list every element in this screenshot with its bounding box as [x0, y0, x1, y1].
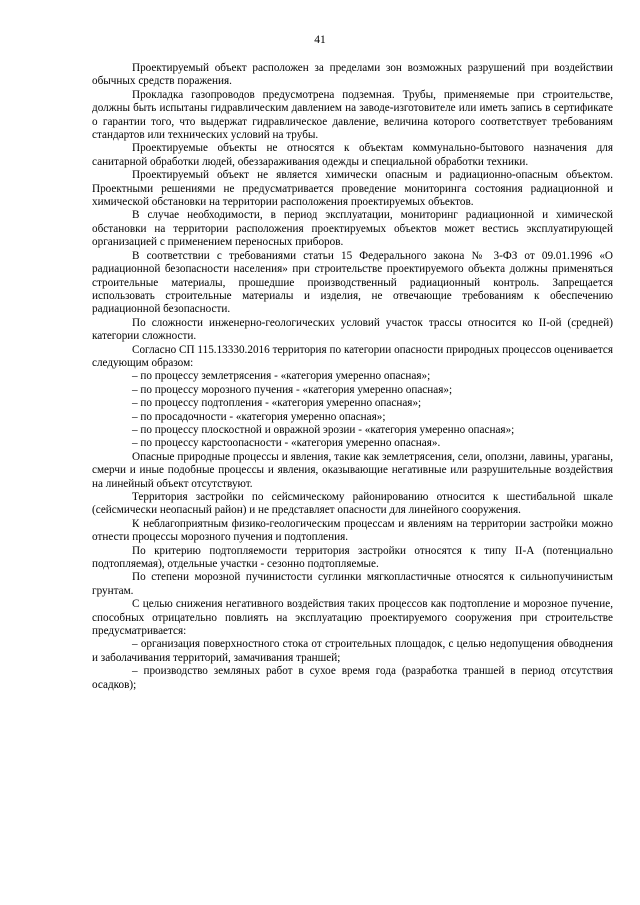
paragraph: Опасные природные процессы и явления, такие как землетрясения, сели, оползни, лавины, ураганы, смерчи и иные подобные процессы и явления, оказывающие негативные или разрушительные воздействия на линейный объект отсутствуют. [92, 450, 613, 490]
paragraph: По сложности инженерно-геологических условий участок трассы относится ко II-ой (средней) категории сложности. [92, 316, 613, 343]
paragraph: По критерию подтопляемости территория застройки относятся к типу II-А (потенциально подтопляемая), отдельные участки - сезонно подтопляемые. [92, 544, 613, 571]
paragraph: С целью снижения негативного воздействия таких процессов как подтопление и морозное пучение, способных отрицательно повлиять на эксплуатацию проектируемого сооружения при строительстве предусматривается: [92, 598, 613, 638]
list-item: – по процессу подтопления - «категория умеренно опасная»; [132, 397, 422, 410]
list-item: – по процессу карстоопасности - «категория умеренно опасная». [132, 437, 441, 450]
list-item: – по процессу морозного пучения - «категория умеренно опасная»; [132, 383, 453, 396]
paragraph: По степени морозной пучинистости суглинки мягкопластичные относятся к сильнопучинистым грунтам. [92, 571, 613, 597]
list-item: – организация поверхностного стока от строительных площадок, с целью недопущения обводнения и заболачивания территорий, замачивания траншей; [92, 638, 613, 664]
paragraph: К неблагоприятным физико-геологическим процессам и явлениям на территории застройки можно отнести процессы морозного пучения и подтопления. [92, 517, 613, 544]
paragraph: В соответствии с требованиями статьи 15 Федерального закона № 3-ФЗ от 09.01.1996 «О радиационной безопасности населения» при строительстве проектируемого объекта должны применяться строительные материалы, прошедшие производственный радиационный контроль. Запрещается использовать строительные материалы и изделия, не отвечающие требованиям к обеспечению радиационной безопасности. [92, 249, 613, 316]
paragraph: Территория застройки по сейсмическому районированию относится к шестибальной шкале (сейсмически неопасный район) и не представляет опасности для линейного сооружения. [92, 491, 613, 517]
page-number: 41 [314, 34, 326, 46]
document-body [92, 62, 613, 692]
list-item: – по просадочности - «категория умеренно опасная»; [132, 410, 386, 423]
paragraph: Проектируемый объект не является химически опасным и радиационно-опасным объектом. Проектными решениями не предусматривается проведение мониторинга состояния радиационной и химической обстановки на территории расположения проектируемых объектов. [92, 169, 613, 209]
paragraph: Согласно СП 115.13330.2016 территория по категории опасности природных процессов оценивается следующим образом: [92, 343, 613, 369]
paragraph: Проектируемый объект расположен за пределами зон возможных разрушений при воздействии обычных средств поражения. [92, 62, 613, 88]
paragraph: Проектируемые объекты не относятся к объектам коммунально-бытового назначения для санитарной обработки людей, обеззараживания одежды и специальной обработки техники. [92, 142, 613, 168]
list-item: – производство земляных работ в сухое время года (разработка траншей в период отсутствия осадков); [92, 665, 613, 691]
paragraph: В случае необходимости, в период эксплуатации, мониторинг радиационной и химической обстановки на территории расположения проектируемых объектов может вестись эксплуатирующей организацией с применением переносных приборов. [92, 209, 613, 249]
paragraph: Прокладка газопроводов предусмотрена подземная. Трубы, применяемые при строительстве, должны быть испытаны гидравлическим давлением на заводе-изготовителе или иметь запись в сертификате о гарантии того, что выдержат гидравлическое давление, величина которого соответствует требованиям стандартов или технических условий на трубы. [92, 88, 613, 142]
list-item: – по процессу плоскостной и овражной эрозии - «категория умеренно опасная»; [132, 423, 515, 436]
list-item: – по процессу землетрясения - «категория умеренно опасная»; [132, 370, 431, 383]
